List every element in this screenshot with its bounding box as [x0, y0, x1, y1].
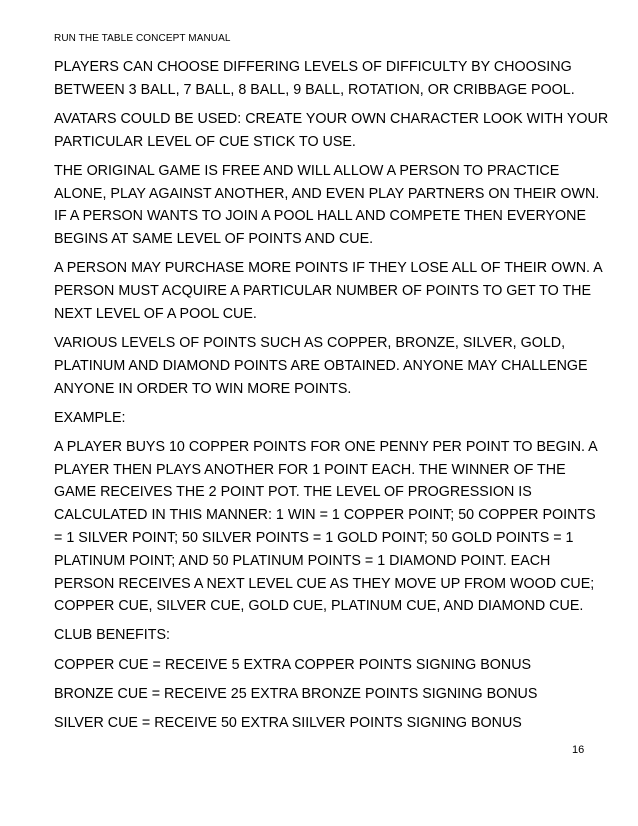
- text-line: = 1 SILVER POINT; 50 SILVER POINTS = 1 GOLD POINT; 50 GOLD POINTS = 1: [54, 529, 574, 546]
- paragraph-example: [54, 436, 599, 618]
- text-line: BEGINS AT SAME LEVEL OF POINTS AND CUE.: [54, 231, 374, 248]
- text-line: A PLAYER BUYS 10 COPPER POINTS FOR ONE PENNY PER POINT TO BEGIN. A: [54, 438, 598, 455]
- paragraph-silver-benefit: [54, 712, 599, 735]
- text-line: BETWEEN 3 BALL, 7 BALL, 8 BALL, 9 BALL, ROTATION, OR CRIBBAGE POOL.: [54, 81, 575, 98]
- text-line: GAME RECEIVES THE 2 POINT POT. THE LEVEL OF PROGRESSION IS: [54, 484, 532, 501]
- text-line: THE ORIGINAL GAME IS FREE AND WILL ALLOW A PERSON TO PRACTICE: [54, 162, 560, 179]
- paragraph-bronze-benefit: [54, 683, 599, 706]
- text-line: A PERSON MAY PURCHASE MORE POINTS IF THEY LOSE ALL OF THEIR OWN. A: [54, 260, 603, 277]
- paragraph-point-levels: [54, 332, 599, 400]
- text-line: ALONE, PLAY AGAINST ANOTHER, AND EVEN PLAY PARTNERS ON THEIR OWN.: [54, 185, 600, 202]
- text-line: PLATINUM POINT; AND 50 PLATINUM POINTS = 1 DIAMOND POINT. EACH: [54, 552, 551, 569]
- text-line: PLATINUM AND DIAMOND POINTS ARE OBTAINED. ANYONE MAY CHALLENGE: [54, 357, 588, 374]
- text-line: PLAYER THEN PLAYS ANOTHER FOR 1 POINT EACH. THE WINNER OF THE: [54, 461, 566, 478]
- paragraph-original-game: [54, 160, 599, 251]
- paragraph-club-benefits-heading: [54, 624, 599, 647]
- text-line: PERSON MUST ACQUIRE A PARTICULAR NUMBER OF POINTS TO GET TO THE: [54, 283, 592, 300]
- paragraph-copper-benefit: [54, 654, 599, 677]
- text-line: PLAYERS CAN CHOOSE DIFFERING LEVELS OF DIFFICULTY BY CHOOSING: [54, 59, 572, 75]
- text-line: BRONZE CUE = RECEIVE 25 EXTRA BRONZE POINTS SIGNING BONUS: [54, 685, 538, 702]
- text-line: VARIOUS LEVELS OF POINTS SUCH AS COPPER, BRONZE, SILVER, GOLD,: [54, 334, 566, 351]
- text-line: COPPER CUE, SILVER CUE, GOLD CUE, PLATINUM CUE, AND DIAMOND CUE.: [54, 598, 584, 615]
- text-line: CLUB BENEFITS:: [54, 627, 170, 644]
- page-number: 16: [572, 744, 585, 756]
- text-line: PERSON RECEIVES A NEXT LEVEL CUE AS THEY MOVE UP FROM WOOD CUE;: [54, 575, 595, 592]
- paragraph-example-heading: [54, 407, 599, 430]
- paragraph-avatars: [54, 108, 609, 154]
- text-line: COPPER CUE = RECEIVE 5 EXTRA COPPER POINTS SIGNING BONUS: [54, 656, 532, 673]
- running-header: RUN THE TABLE CONCEPT MANUAL: [54, 33, 231, 44]
- text-line: CALCULATED IN THIS MANNER: 1 WIN = 1 COPPER POINT; 50 COPPER POINTS: [54, 507, 596, 524]
- text-line: NEXT LEVEL OF A POOL CUE.: [54, 305, 257, 322]
- text-line: EXAMPLE:: [54, 409, 126, 426]
- body-text: [54, 56, 609, 741]
- text-line: IF A PERSON WANTS TO JOIN A POOL HALL AND COMPETE THEN EVERYONE: [54, 208, 587, 225]
- text-line: PARTICULAR LEVEL OF CUE STICK TO USE.: [54, 133, 356, 150]
- paragraph-difficulty: [54, 56, 599, 102]
- text-line: AVATARS COULD BE USED: CREATE YOUR OWN CHARACTER LOOK WITH YOUR: [54, 110, 609, 127]
- paragraph-purchase-points: [54, 257, 603, 325]
- text-line: ANYONE IN ORDER TO WIN MORE POINTS.: [54, 380, 352, 397]
- text-line: SILVER CUE = RECEIVE 50 EXTRA SIILVER POINTS SIGNING BONUS: [54, 714, 522, 731]
